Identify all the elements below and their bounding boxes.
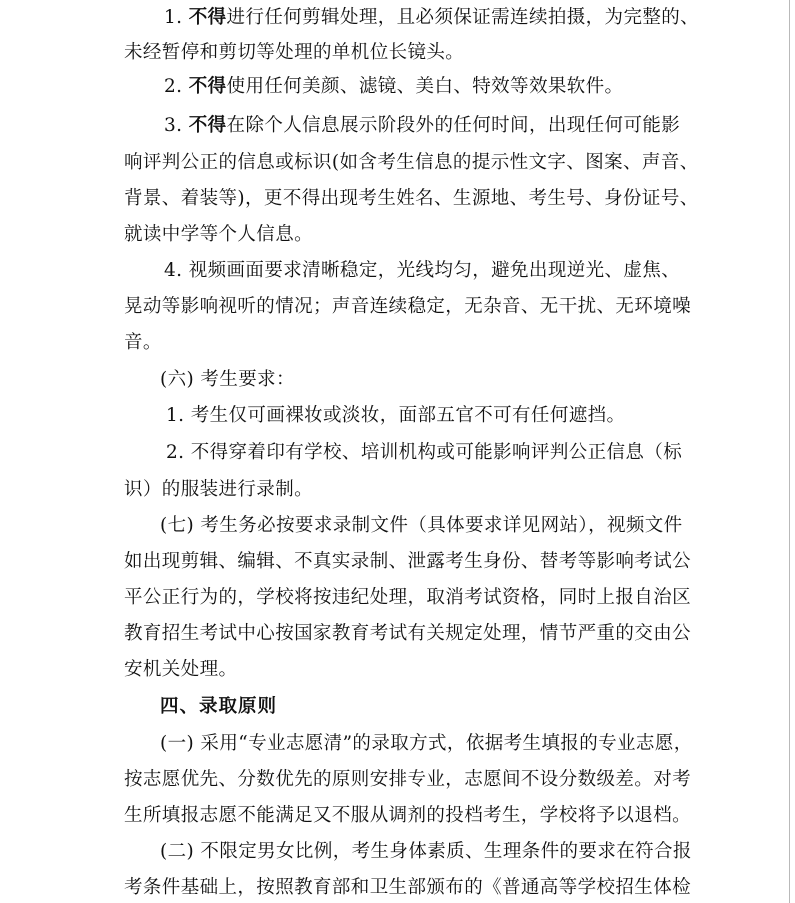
text-line: 如出现剪辑、编辑、不真实录制、泄露考生身份、替考等影响考试公 xyxy=(124,551,692,572)
section-heading: 四、录取原则 xyxy=(160,696,278,717)
text-line: 平公正行为的，学校将按违纪处理，取消考试资格，同时上报自治区 xyxy=(124,587,692,608)
text-line: 响评判公正的信息或标识(如含考生信息的提示性文字、图案、声音、 xyxy=(124,152,699,173)
text-line: (七) 考生务必按要求录制文件（具体要求详见网站），视频文件 xyxy=(160,515,683,536)
text-fragment: 进行任何剪辑处理，且必须保证需连续拍摄，为完整的、 xyxy=(226,7,700,28)
text-line: 背景、着装等)，更不得出现考生姓名、生源地、考生号、身份证号、 xyxy=(124,188,699,209)
page-edge-divider xyxy=(789,0,790,903)
text-line: 考条件基础上，按照教育部和卫生部颁布的《普通高等学校招生体检 xyxy=(124,877,692,898)
text-line: 生所填报志愿不能满足又不服从调剂的投档考生，学校将予以退档。 xyxy=(124,805,692,826)
emphasis-text: 不得 xyxy=(188,115,227,136)
text-line: 按志愿优先、分数优先的原则安排专业，志愿间不设分数级差。对考 xyxy=(124,769,692,790)
item-number: 2. xyxy=(164,76,183,97)
emphasis-text: 不得 xyxy=(188,76,227,97)
text-line: 就读中学等个人信息。 xyxy=(124,224,314,245)
text-line xyxy=(164,114,681,138)
text-line: 1. 考生仅可画裸妆或淡妆，面部五官不可有任何遮挡。 xyxy=(166,405,626,426)
text-line: 安机关处理。 xyxy=(124,659,238,680)
text-line xyxy=(164,6,700,30)
text-line: (一) 采用“专业志愿清”的录取方式，依据考生填报的专业志愿， xyxy=(160,733,693,754)
text-line: 识）的服装进行录制。 xyxy=(124,479,314,500)
section-subheading: (六) 考生要求： xyxy=(160,369,295,390)
text-line: 音。 xyxy=(124,332,162,353)
text-line: 2. 不得穿着印有学校、培训机构或可能影响评判公正信息（标 xyxy=(166,442,683,463)
text-fragment: 使用任何美颜、滤镜、美白、特效等效果软件。 xyxy=(226,76,624,97)
text-line: 晃动等影响视听的情况；声音连续稳定，无杂音、无干扰、无环境噪 xyxy=(124,296,692,317)
text-fragment: 在除个人信息展示阶段外的任何时间，出现任何可能影 xyxy=(226,115,681,136)
text-line: 教育招生考试中心按国家教育考试有关规定处理，情节严重的交由公 xyxy=(124,623,692,644)
text-line: 未经暂停和剪切等处理的单机位长镜头。 xyxy=(124,42,465,63)
item-number: 3. xyxy=(164,115,183,136)
text-line: 4. 视频画面要求清晰稳定，光线均匀，避免出现逆光、虚焦、 xyxy=(164,260,681,281)
emphasis-text: 不得 xyxy=(188,7,227,28)
item-number: 1. xyxy=(164,7,183,28)
text-line xyxy=(164,75,724,99)
text-line: (二) 不限定男女比例，考生身体素质、生理条件的要求在符合报 xyxy=(160,841,692,862)
